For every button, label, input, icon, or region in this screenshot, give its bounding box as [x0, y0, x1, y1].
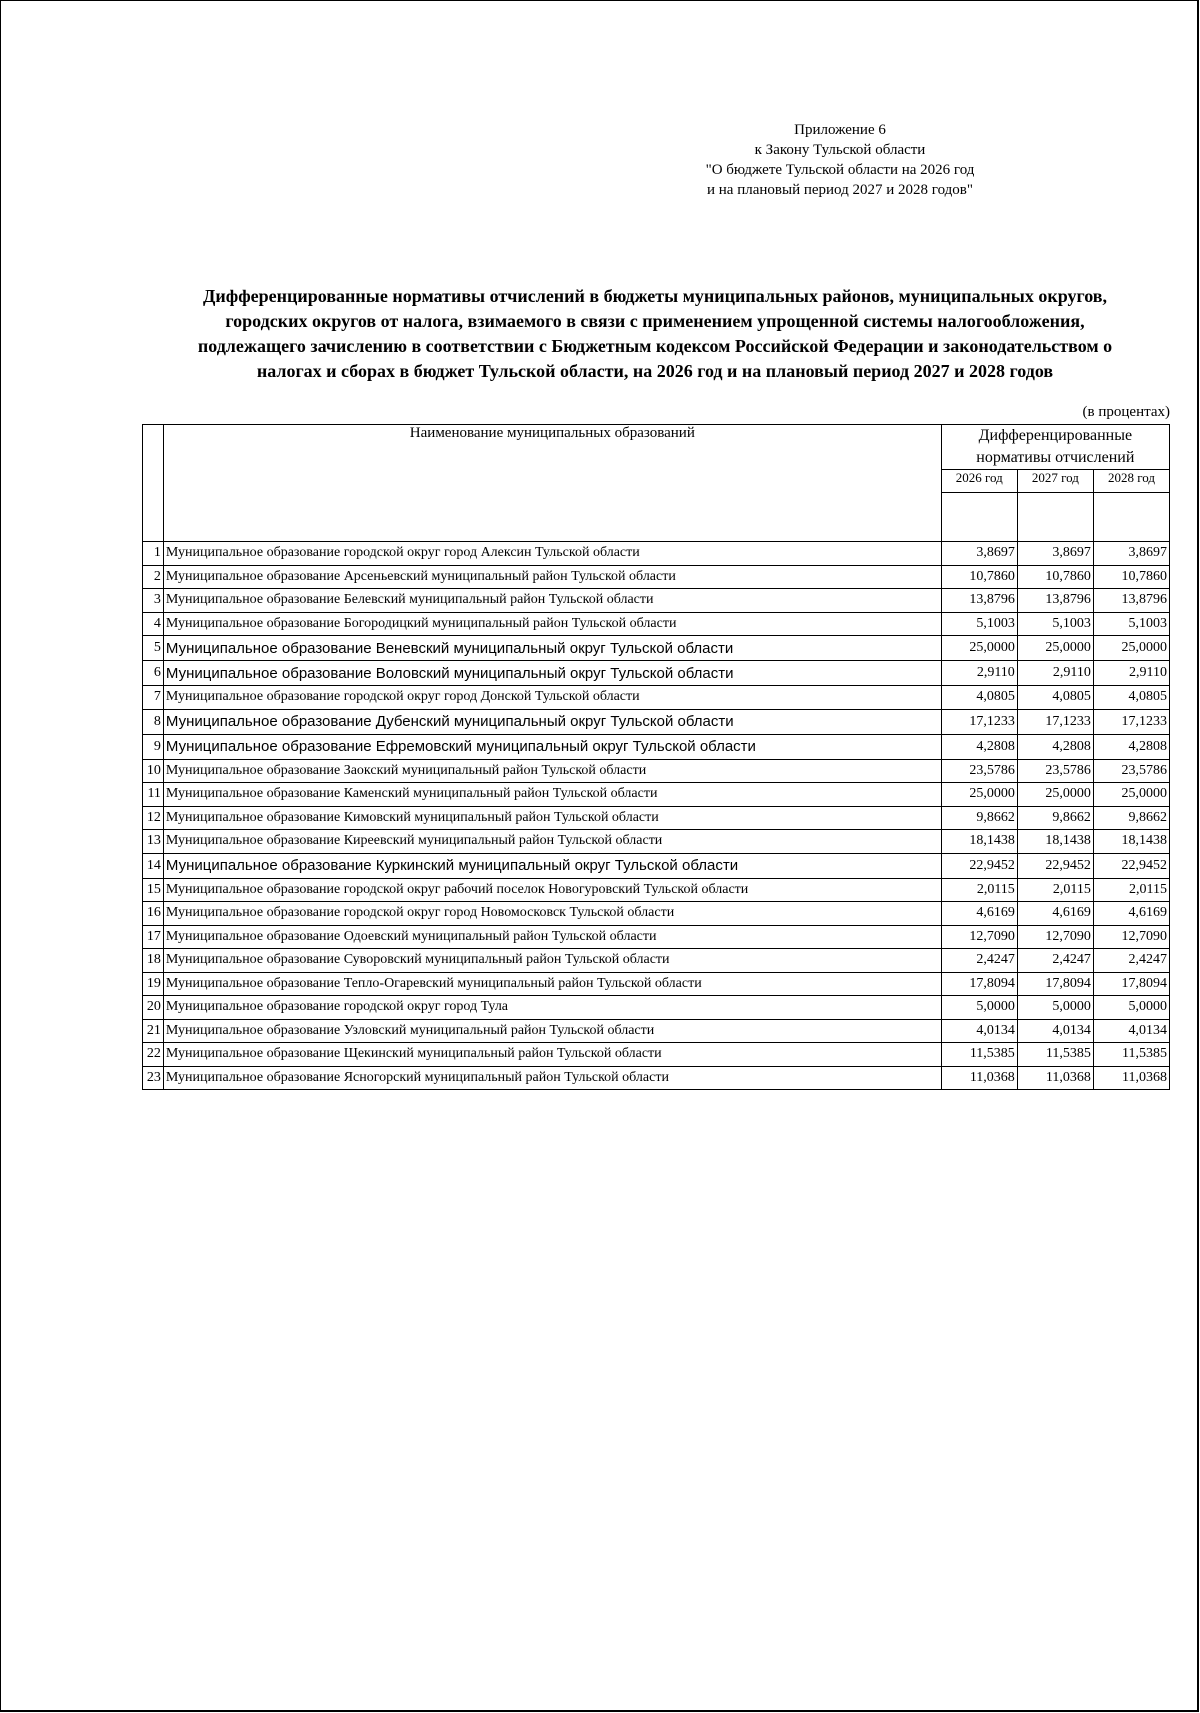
row-value-2027: 9,8662	[1017, 806, 1093, 830]
row-name: Муниципальное образование Каменский муниципальный район Тульской области	[163, 783, 941, 807]
table-row	[143, 972, 1170, 996]
row-value-2027: 17,8094	[1017, 972, 1093, 996]
row-number: 1	[143, 542, 164, 566]
row-name: Муниципальное образование Одоевский муниципальный район Тульской области	[163, 925, 941, 949]
row-value-2026: 23,5786	[941, 759, 1017, 783]
row-value-2028: 5,1003	[1093, 612, 1169, 636]
row-value-2026: 9,8662	[941, 806, 1017, 830]
row-name: Муниципальное образование Заокский муниципальный район Тульской области	[163, 759, 941, 783]
table-row	[143, 686, 1170, 710]
row-number: 23	[143, 1066, 164, 1090]
row-value-2028: 25,0000	[1093, 783, 1169, 807]
table-row	[143, 565, 1170, 589]
row-value-2026: 17,1233	[941, 709, 1017, 734]
row-number: 17	[143, 925, 164, 949]
row-value-2026: 2,9110	[941, 661, 1017, 686]
row-value-2027: 3,8697	[1017, 542, 1093, 566]
annex-line-4: и на плановый период 2027 и 2028 годов"	[707, 182, 973, 198]
row-number: 4	[143, 612, 164, 636]
table-row	[143, 661, 1170, 686]
row-value-2026: 22,9452	[941, 853, 1017, 878]
row-number: 8	[143, 709, 164, 734]
row-value-2028: 4,2808	[1093, 734, 1169, 759]
row-name: Муниципальное образование городской округ город Тула	[163, 996, 941, 1020]
row-value-2027: 4,0805	[1017, 686, 1093, 710]
row-number: 12	[143, 806, 164, 830]
row-number: 10	[143, 759, 164, 783]
row-value-2027: 4,2808	[1017, 734, 1093, 759]
row-value-2026: 5,1003	[941, 612, 1017, 636]
units-note: (в процентах)	[1082, 404, 1170, 420]
row-value-2026: 4,0805	[941, 686, 1017, 710]
row-value-2027: 25,0000	[1017, 783, 1093, 807]
row-value-2026: 2,4247	[941, 949, 1017, 973]
row-value-2027: 10,7860	[1017, 565, 1093, 589]
row-number: 20	[143, 996, 164, 1020]
row-name: Муниципальное образование Белевский муниципальный район Тульской области	[163, 589, 941, 613]
table-row	[143, 1019, 1170, 1043]
row-value-2026: 5,0000	[941, 996, 1017, 1020]
header-group-line-1: Дифференцированные	[978, 427, 1133, 444]
title-line-4: налогах и сборах в бюджет Тульской области, на 2026 год и на плановый период 2027 и 2028 годов	[256, 361, 1054, 381]
table-row	[143, 806, 1170, 830]
row-value-2026: 2,0115	[941, 878, 1017, 902]
row-value-2028: 25,0000	[1093, 636, 1169, 661]
table-row	[143, 1043, 1170, 1067]
table-row	[143, 830, 1170, 854]
header-name-cell: Наименование муниципальных образований	[163, 425, 941, 542]
table-row	[143, 759, 1170, 783]
row-name: Муниципальное образование Тепло-Огаревский муниципальный район Тульской области	[163, 972, 941, 996]
table-row	[143, 853, 1170, 878]
annex-line-2: к Закону Тульской области	[754, 142, 926, 158]
row-value-2027: 2,9110	[1017, 661, 1093, 686]
row-value-2026: 4,6169	[941, 902, 1017, 926]
row-value-2026: 25,0000	[941, 783, 1017, 807]
header-group-cell	[941, 425, 1169, 470]
table-row	[143, 902, 1170, 926]
row-value-2026: 13,8796	[941, 589, 1017, 613]
row-number: 22	[143, 1043, 164, 1067]
row-number: 19	[143, 972, 164, 996]
row-value-2027: 2,4247	[1017, 949, 1093, 973]
row-value-2027: 4,0134	[1017, 1019, 1093, 1043]
table-row	[143, 542, 1170, 566]
row-name: Муниципальное образование городской округ город Алексин Тульской области	[163, 542, 941, 566]
row-number: 21	[143, 1019, 164, 1043]
table-row	[143, 949, 1170, 973]
table-row	[143, 783, 1170, 807]
table-row	[143, 996, 1170, 1020]
row-name: Муниципальное образование Дубенский муниципальный округ Тульской области	[163, 709, 941, 734]
annex-header	[680, 120, 1000, 200]
row-number: 11	[143, 783, 164, 807]
annex-line-1: Приложение 6	[794, 122, 886, 138]
row-name: Муниципальное образование Киреевский муниципальный район Тульской области	[163, 830, 941, 854]
table-row	[143, 612, 1170, 636]
row-value-2028: 13,8796	[1093, 589, 1169, 613]
row-number: 18	[143, 949, 164, 973]
row-name: Муниципальное образование Суворовский муниципальный район Тульской области	[163, 949, 941, 973]
row-value-2028: 17,1233	[1093, 709, 1169, 734]
row-value-2028: 9,8662	[1093, 806, 1169, 830]
header-gap-cell	[1017, 493, 1093, 542]
row-name: Муниципальное образование городской округ город Донской Тульской области	[163, 686, 941, 710]
row-value-2026: 11,0368	[941, 1066, 1017, 1090]
row-value-2028: 12,7090	[1093, 925, 1169, 949]
row-value-2028: 3,8697	[1093, 542, 1169, 566]
row-name: Муниципальное образование Кимовский муниципальный район Тульской области	[163, 806, 941, 830]
row-value-2028: 4,6169	[1093, 902, 1169, 926]
row-name: Муниципальное образование Ефремовский муниципальный округ Тульской области	[163, 734, 941, 759]
table-header-row	[143, 425, 1170, 470]
row-name: Муниципальное образование городской округ рабочий поселок Новогуровский Тульской области	[163, 878, 941, 902]
table-body	[143, 542, 1170, 1090]
row-name: Муниципальное образование городской округ город Новомосковск Тульской области	[163, 902, 941, 926]
row-value-2026: 4,2808	[941, 734, 1017, 759]
row-value-2027: 17,1233	[1017, 709, 1093, 734]
row-name: Муниципальное образование Куркинский муниципальный округ Тульской области	[163, 853, 941, 878]
table-row	[143, 734, 1170, 759]
row-value-2027: 2,0115	[1017, 878, 1093, 902]
row-value-2027: 25,0000	[1017, 636, 1093, 661]
row-value-2028: 11,0368	[1093, 1066, 1169, 1090]
row-value-2028: 18,1438	[1093, 830, 1169, 854]
row-value-2028: 22,9452	[1093, 853, 1169, 878]
row-number: 7	[143, 686, 164, 710]
row-value-2028: 10,7860	[1093, 565, 1169, 589]
row-value-2027: 4,6169	[1017, 902, 1093, 926]
row-value-2027: 11,0368	[1017, 1066, 1093, 1090]
title-line-2: городских округов от налога, взимаемого в связи с применением упрощенной системы налогообложения,	[225, 311, 1085, 331]
row-value-2027: 12,7090	[1017, 925, 1093, 949]
row-name: Муниципальное образование Веневский муниципальный округ Тульской области	[163, 636, 941, 661]
row-name: Муниципальное образование Богородицкий муниципальный район Тульской области	[163, 612, 941, 636]
header-year-2028: 2028 год	[1093, 470, 1169, 493]
row-value-2027: 23,5786	[1017, 759, 1093, 783]
row-value-2027: 11,5385	[1017, 1043, 1093, 1067]
table-row	[143, 925, 1170, 949]
row-name: Муниципальное образование Воловский муниципальный округ Тульской области	[163, 661, 941, 686]
header-group-line-2: нормативы отчислений	[976, 449, 1135, 466]
row-value-2026: 11,5385	[941, 1043, 1017, 1067]
table-row	[143, 1066, 1170, 1090]
table-row	[143, 878, 1170, 902]
row-number: 6	[143, 661, 164, 686]
row-value-2027: 13,8796	[1017, 589, 1093, 613]
row-value-2028: 2,0115	[1093, 878, 1169, 902]
row-number: 16	[143, 902, 164, 926]
row-value-2028: 4,0805	[1093, 686, 1169, 710]
header-year-2026: 2026 год	[941, 470, 1017, 493]
header-gap-cell	[941, 493, 1017, 542]
row-value-2027: 18,1438	[1017, 830, 1093, 854]
title-line-3: подлежащего зачислению в соответствии с Бюджетным кодексом Российской Федерации и законодательством о	[197, 336, 1113, 356]
row-value-2026: 3,8697	[941, 542, 1017, 566]
row-value-2026: 25,0000	[941, 636, 1017, 661]
row-name: Муниципальное образование Щекинский муниципальный район Тульской области	[163, 1043, 941, 1067]
header-year-2027: 2027 год	[1017, 470, 1093, 493]
table-row	[143, 589, 1170, 613]
row-value-2028: 5,0000	[1093, 996, 1169, 1020]
row-value-2028: 2,9110	[1093, 661, 1169, 686]
row-value-2028: 11,5385	[1093, 1043, 1169, 1067]
row-number: 5	[143, 636, 164, 661]
row-value-2028: 17,8094	[1093, 972, 1169, 996]
norms-table	[142, 424, 1170, 1090]
row-number: 15	[143, 878, 164, 902]
row-number: 14	[143, 853, 164, 878]
row-value-2028: 23,5786	[1093, 759, 1169, 783]
table-row	[143, 709, 1170, 734]
row-value-2027: 22,9452	[1017, 853, 1093, 878]
header-number-cell	[143, 425, 164, 542]
row-name: Муниципальное образование Арсеньевский муниципальный район Тульской области	[163, 565, 941, 589]
row-name: Муниципальное образование Узловский муниципальный район Тульской области	[163, 1019, 941, 1043]
row-value-2026: 12,7090	[941, 925, 1017, 949]
row-number: 2	[143, 565, 164, 589]
row-value-2028: 4,0134	[1093, 1019, 1169, 1043]
row-value-2027: 5,1003	[1017, 612, 1093, 636]
table-row	[143, 636, 1170, 661]
row-value-2026: 17,8094	[941, 972, 1017, 996]
row-value-2027: 5,0000	[1017, 996, 1093, 1020]
title-line-1: Дифференцированные нормативы отчислений в бюджеты муниципальных районов, муниципальных округов,	[203, 286, 1107, 306]
row-value-2026: 18,1438	[941, 830, 1017, 854]
row-name: Муниципальное образование Ясногорский муниципальный район Тульской области	[163, 1066, 941, 1090]
row-value-2026: 4,0134	[941, 1019, 1017, 1043]
document-title	[140, 284, 1170, 384]
row-number: 13	[143, 830, 164, 854]
row-value-2028: 2,4247	[1093, 949, 1169, 973]
row-value-2026: 10,7860	[941, 565, 1017, 589]
header-gap-cell	[1093, 493, 1169, 542]
row-number: 9	[143, 734, 164, 759]
annex-line-3: "О бюджете Тульской области на 2026 год	[705, 162, 975, 178]
row-number: 3	[143, 589, 164, 613]
